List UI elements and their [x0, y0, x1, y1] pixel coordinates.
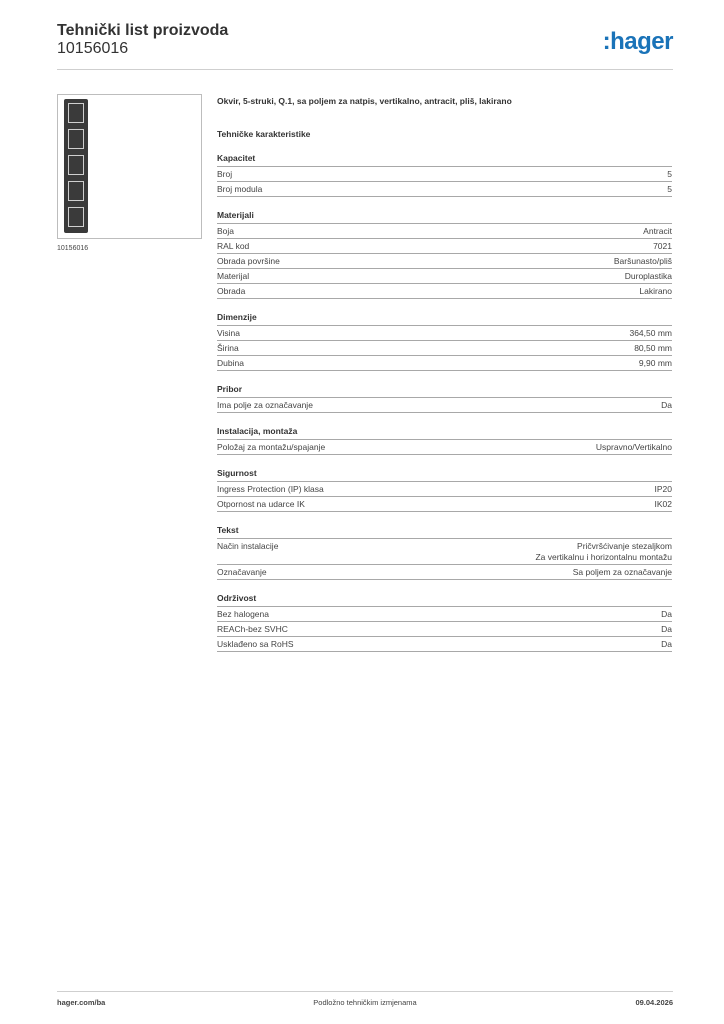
spec-row [217, 239, 672, 254]
spec-row [217, 637, 672, 652]
spec-label: Ingress Protection (IP) klasa [217, 484, 324, 494]
spec-label: Obrada [217, 286, 246, 296]
spec-row [217, 440, 672, 455]
spec-label: Materijal [217, 271, 250, 281]
page-footer [57, 991, 673, 1007]
spec-group-title: Kapacitet [217, 153, 672, 167]
spec-group-title: Tekst [217, 525, 672, 539]
section-heading: Tehničke karakteristike [217, 129, 311, 139]
spec-group-title: Sigurnost [217, 468, 672, 482]
spec-row [217, 482, 672, 497]
spec-label: Obrada površine [217, 256, 280, 266]
frame-slot [68, 129, 84, 149]
spec-label: Širina [217, 343, 239, 353]
spec-group-title: Pribor [217, 384, 672, 398]
spec-row [217, 356, 672, 371]
spec-group [217, 593, 672, 652]
spec-value-line: Baršunasto/pliš [613, 256, 672, 266]
spec-value-line: 9,90 mm [638, 358, 672, 368]
spec-label: Bez halogena [217, 609, 269, 619]
spec-label: REACh-bez SVHC [217, 624, 288, 634]
spec-group [217, 312, 672, 371]
spec-group-title: Održivost [217, 593, 672, 607]
frame-slot [68, 103, 84, 123]
spec-value-line: Sa poljem za označavanje [572, 567, 672, 577]
footer-date: 09.04.2026 [635, 998, 673, 1007]
spec-value-line: Uspravno/Vertikalno [595, 442, 672, 452]
spec-value-line: Lakirano [639, 286, 672, 296]
spec-value [634, 343, 672, 354]
spec-row [217, 565, 672, 580]
spec-row [217, 398, 672, 413]
page-header [57, 21, 673, 70]
spec-value [661, 624, 672, 635]
spec-group [217, 468, 672, 512]
spec-row [217, 224, 672, 239]
spec-value-line: 5 [667, 184, 672, 194]
spec-value-line: Da [661, 624, 672, 634]
frame-slot [68, 155, 84, 175]
spec-row [217, 254, 672, 269]
product-image [57, 94, 202, 239]
frame-slot [68, 207, 84, 227]
spec-groups [217, 153, 672, 652]
spec-value [535, 541, 672, 563]
product-description: Okvir, 5-struki, Q.1, sa poljem za natpis, vertikalno, antracit, pliš, lakirano [217, 96, 512, 106]
spec-row [217, 497, 672, 512]
spec-value [639, 358, 672, 369]
footer-website: hager.com/ba [57, 998, 106, 1007]
footer-note: Podložno tehničkim izmjenama [313, 998, 417, 1007]
spec-value [653, 241, 672, 252]
spec-value-line: Pričvršćivanje stezaljkom [577, 541, 672, 551]
spec-value [596, 442, 672, 453]
spec-group-title: Dimenzije [217, 312, 672, 326]
spec-value-line: Da [661, 609, 672, 619]
spec-row [217, 622, 672, 637]
spec-value-line: Duroplastika [624, 271, 672, 281]
spec-label: Označavanje [217, 567, 267, 577]
document-title: Tehnički list proizvoda [57, 22, 229, 39]
spec-value [655, 499, 673, 510]
spec-value [661, 639, 672, 650]
spec-label: Položaj za montažu/spajanje [217, 442, 326, 452]
spec-value-line: Da [661, 639, 672, 649]
spec-label: Dubina [217, 358, 244, 368]
spec-value-line: Da [661, 400, 672, 410]
spec-content [217, 96, 672, 652]
spec-row [217, 607, 672, 622]
product-number: 10156016 [57, 40, 129, 57]
spec-row [217, 326, 672, 341]
spec-group [217, 210, 672, 299]
spec-label: Ima polje za označavanje [217, 400, 313, 410]
spec-row [217, 539, 672, 565]
spec-group [217, 384, 672, 413]
spec-label: Broj [217, 169, 233, 179]
image-caption: 10156016 [57, 245, 89, 252]
spec-row [217, 341, 672, 356]
spec-value-line: Antracit [643, 226, 672, 236]
spec-row [217, 182, 672, 197]
spec-value [661, 400, 672, 411]
spec-row [217, 284, 672, 299]
spec-value-line: IK02 [654, 499, 672, 509]
spec-value-line: Za vertikalnu i horizontalnu montažu [535, 552, 672, 562]
spec-value [643, 226, 672, 237]
spec-value-line: 5 [667, 169, 672, 179]
spec-group [217, 153, 672, 197]
spec-value [661, 609, 672, 620]
spec-value [629, 328, 672, 339]
spec-group-title: Materijali [217, 210, 672, 224]
spec-value [655, 484, 673, 495]
spec-label: Boja [217, 226, 235, 236]
spec-label: Broj modula [217, 184, 263, 194]
spec-value [625, 271, 672, 282]
spec-value [667, 169, 672, 180]
spec-value-line: IP20 [654, 484, 672, 494]
spec-label: Otpornost na udarce IK [217, 499, 305, 509]
hager-logo: :hager [602, 28, 673, 55]
spec-row [217, 167, 672, 182]
spec-value [573, 567, 672, 578]
frame-slot [68, 181, 84, 201]
frame-illustration [64, 99, 88, 233]
spec-value-line: 364,50 mm [629, 328, 672, 338]
spec-label: Visina [217, 328, 240, 338]
spec-label: RAL kod [217, 241, 250, 251]
spec-label: Usklađeno sa RoHS [217, 639, 294, 649]
spec-value [614, 256, 672, 267]
spec-value-line: 7021 [653, 241, 672, 251]
spec-value-line: 80,50 mm [634, 343, 672, 353]
spec-value [639, 286, 672, 297]
spec-group [217, 426, 672, 455]
spec-group [217, 525, 672, 580]
spec-value [667, 184, 672, 195]
spec-group-title: Instalacija, montaža [217, 426, 672, 440]
spec-label: Način instalacije [217, 541, 279, 551]
spec-row [217, 269, 672, 284]
